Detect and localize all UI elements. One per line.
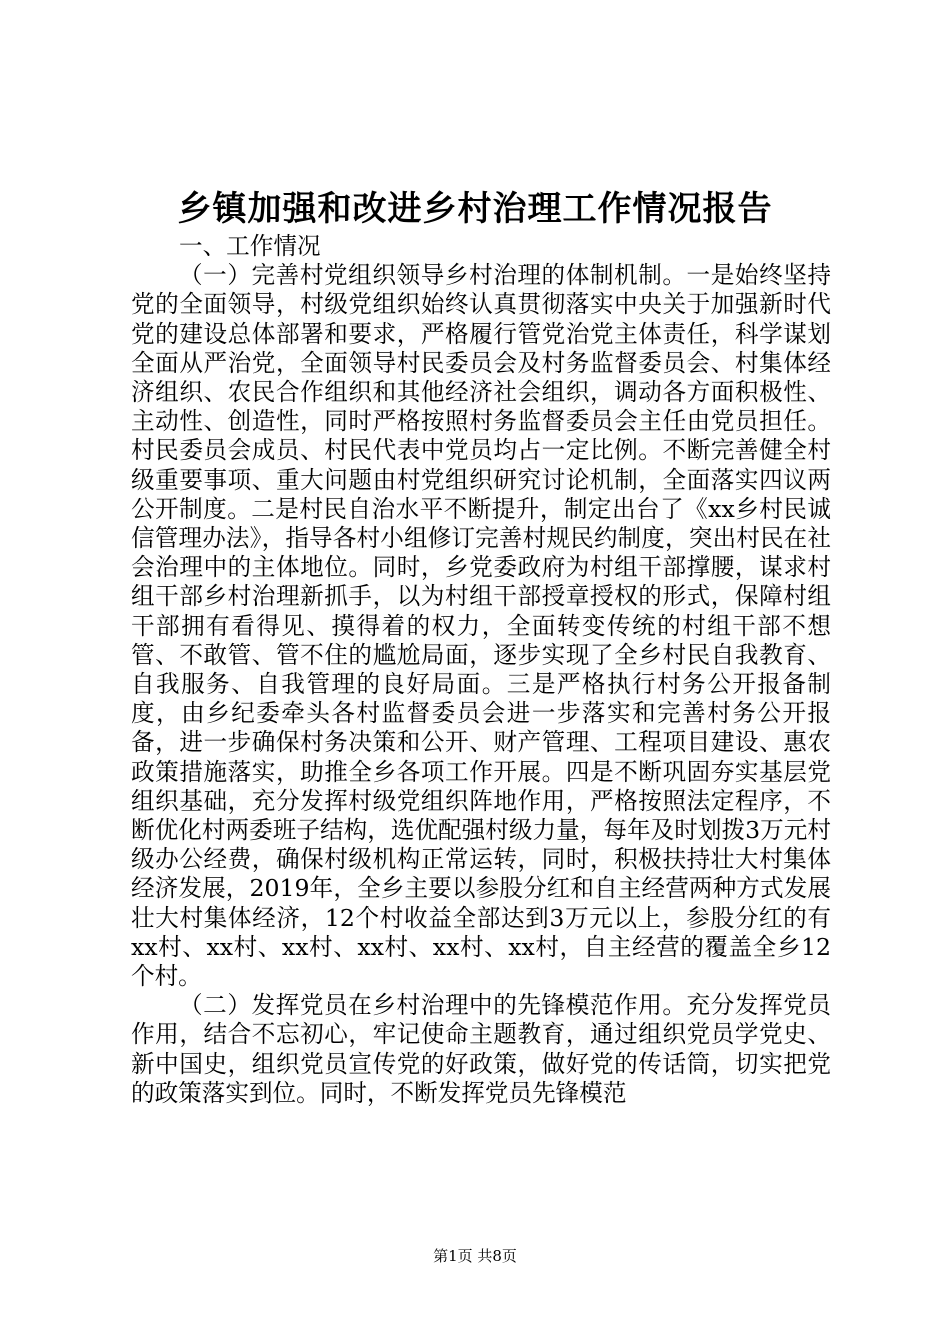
page-footer: 第1页 共8页 — [433, 1247, 517, 1265]
paragraph-2: （二）发挥党员在乡村治理中的先锋模范作用。充分发挥党员作用，结合不忘初心，牢记使命主题教育，通过组织党员学党史、新中国史，组织党员宣传党的好政策，做好党的传话筒，切实把党的政策落实到位。同时，不断发挥党员先锋模范 — [131, 991, 831, 1107]
paragraph-1: （一）完善村党组织领导乡村治理的体制机制。一是始终坚持党的全面领导，村级党组织始终认真贯彻落实中央关于加强新时代党的建设总体部署和要求，严格履行管党治党主体责任，科学谋划全面从严治党，全面领导村民委员会及村务监督委员会、村集体经济组织、农民合作组织和其他经济社会组织，调动各方面积极性、主动性、创造性，同时严格按照村务监督委员会主任由党员担任。村民委员会成员、村民代表中党员均占一定比例。不断完善健全村级重要事项、重大问题由村党组织研究讨论机制，全面落实四议两公开制度。二是村民自治水平不断提升，制定出台了《xx乡村民诚信管理办法》，指导各村小组修订完善村规民约制度，突出村民在社会治理中的主体地位。同时，乡党委政府为村组干部撑腰，谋求村组干部乡村治理新抓手，以为村组干部授章授权的形式，保障村组干部拥有看得见、摸得着的权力，全面转变传统的村组干部不想管、不敢管、管不住的尴尬局面，逐步实现了全乡村民自我教育、自我服务、自我管理的良好局面。三是严格执行村务公开报备制度，由乡纪委牵头各村监督委员会进一步落实和完善村务公开报备，进一步确保村务决策和公开、财产管理、工程项目建设、惠农政策措施落实，助推全乡各项工作开展。四是不断巩固夯实基层党组织基础，充分发挥村级党组织阵地作用，严格按照法定程序，不断优化村两委班子结构，选优配强村级力量，每年及时划拨3万元村级办公经费，确保村级机构正常运转，同时，积极扶持壮大村集体经济发展，2019年，全乡主要以参股分红和自主经营两种方式发展壮大村集体经济，12个村收益全部达到3万元以上，参股分红的有xx村、xx村、xx村、xx村、xx村、xx村，自主经营的覆盖全乡12个村。 — [131, 261, 831, 991]
document-body — [131, 232, 831, 1108]
section-heading: 一、工作情况 — [179, 232, 321, 260]
document-title: 乡镇加强和改进乡村治理工作情况报告 — [177, 189, 773, 229]
